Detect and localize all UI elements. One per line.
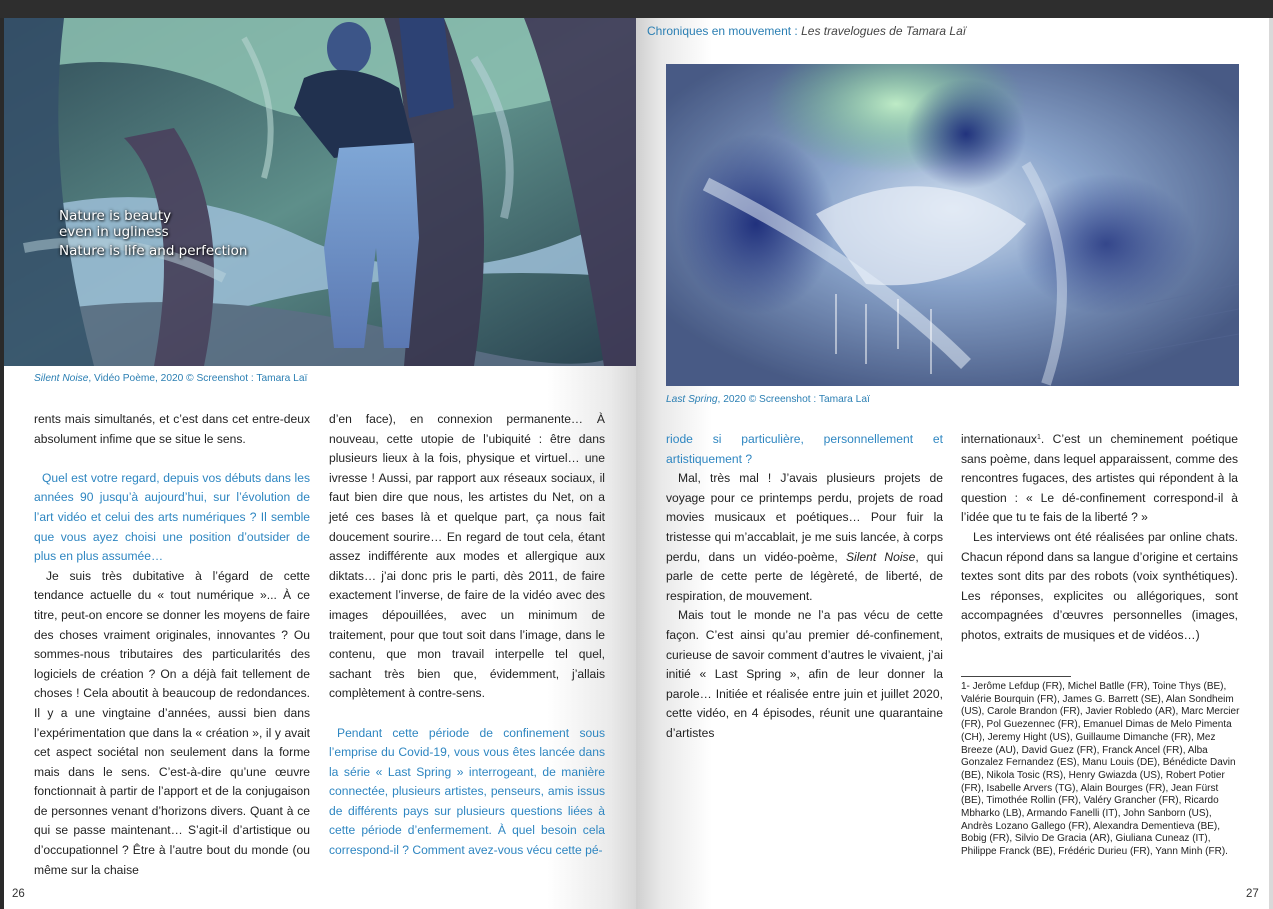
right-column-2	[961, 430, 1238, 646]
paragraph-text: . C’est un cheminement poétique sans poème, dans lequel apparaissent, comme des rencontres fugaces, des artistes qui répondent à la question : « Le dé-confinement correspond-il à l’idée que tu te fais de la liberté ? »	[961, 432, 1238, 525]
question-paragraph: Quel est votre regard, depuis vos débuts dans les années 90 jusqu’à aujourd’hui, sur l’évolution de l’art vidéo et celui des arts numériques ? Il semble que vous ayez choisi une position d’outsider de plus en plus assumée…	[34, 470, 310, 564]
right-page	[636, 18, 1269, 909]
header-sub: Les travelogues de Tamara Laï	[801, 24, 967, 38]
running-header	[647, 24, 966, 38]
caption-credit: , 2020 © Screenshot : Tamara Laï	[717, 394, 870, 405]
caption-credit: , Vidéo Poème, 2020 © Screenshot : Tamara Laï	[88, 373, 308, 384]
silent-noise-photo	[4, 18, 636, 366]
header-main: Chroniques en mouvement	[647, 24, 792, 38]
page-number-right: 27	[1246, 888, 1259, 900]
image-caption	[34, 373, 307, 384]
overlay-line-3: Nature is life and perfection	[59, 243, 248, 259]
last-spring-image	[666, 64, 1239, 386]
caption-title: Silent Noise	[34, 373, 89, 384]
paragraph: Je suis très dubitative à l’égard de cette tendance actuelle du « tout numérique »... À ce titre, peut-on encore se donner les moyens de faire des choses vraiment originales, innovantes ? Ou sommes-nous tributaires des particularités des logiciels de création ? On a déjà fait tellement de choses ! Cela aboutit à beaucoup de redondances. Il y a une vingtaine d’années, aussi bien dans l’expérimentation que dans la « création », il y avait cet aspect sociétal non seulement dans la forme mais dans le sens. C’est-à-dire qu’une œuvre fonctionnait à partir de l’apport et de la conjugaison de personnes venant d’horizons divers. Quant à ce qui se passe maintenant… S’agit-il d’artistique ou d’occupationnel ? Être à l’autre bout du monde (ou même sur la chaise	[34, 568, 310, 877]
viewer-top-bar	[0, 0, 1273, 18]
overlay-line-2: even in ugliness	[59, 224, 169, 240]
left-column-1	[34, 410, 310, 880]
question-paragraph: riode si particulière, personnellement et artistiquement ?	[666, 432, 943, 466]
work-title: Silent Noise	[845, 549, 916, 564]
paragraph-text: , qui parle de cette perte de légèreté, de liberté, de respiration, de mouvement.	[666, 549, 944, 603]
footnote-ref[interactable]: 1	[1036, 434, 1041, 441]
overlay-line-1: Nature is beauty	[59, 208, 172, 224]
question-paragraph: Pendant cette période de confinement sous l’emprise du Covid-19, vous vous êtes lancée dans la série « Last Spring » interrogeant, de manière connectée, plusieurs artistes, penseurs, amis issus de différents pays sur plusieurs questions liées à cette période d’enfermement. À quel besoin cela correspond-il ? Comment avez-vous vécu cette pé-	[329, 725, 605, 858]
page-number-left: 26	[12, 888, 25, 900]
last-spring-photo	[666, 64, 1239, 386]
paragraph-text: Mal, très mal ! J’avais plusieurs projets de voyage pour ce printemps perdu, projets de road movies musicaux et poétiques… Pour fuir la tristesse qui m’accablait, je me suis lancée, à corps perdu, dans un vidéo-poème,	[666, 471, 943, 564]
footnote-divider	[961, 676, 1071, 677]
paragraph: rents mais simultanés, et c’est dans cet entre-deux absolument infime que se situe le sens.	[34, 412, 310, 446]
caption-title: Last Spring	[666, 394, 718, 405]
footnote: 1- Jerôme Lefdup (FR), Michel Batlle (FR), Toine Thys (BE), Valérie Bourquin (FR), James G. Barrett (SE), Alan Sondheim (US), Carole Brandon (FR), Javier Robledo (AR), Marc Mercier (FR), Pol Guezennec (FR), Emanuel Dimas de Melo Pimenta (CH), Jeremy Hight (US), Guillaume Dimanche (FR), Mez Breeze (AU), David Guez (FR), Franck Ancel (FR), Alba Gonzalez Fernandez (ES), Manu Louis (DE), Bénédicte Davin (BE), Nikola Tosic (RS), Henry Gwiazda (US), Robert Potier (FR), Isabelle Arvers (TG), Alain Bourges (FR), Jean Fürst (BE), Timothée Rollin (FR), Valéry Grancher (FR), Ricardo Mbharko (LB), Armando Fanelli (IT), John Sanborn (US), Andrès Lozano Gallego (FR), Alexandra Dementieva (BE), Bobig (FR), Silvio De Gracia (AR), Giuliana Cuneaz (IT), Philippe Franck (BE), Frédéric Durieu (FR), Yann Minh (FR).	[961, 681, 1240, 858]
forest-walker-image	[4, 18, 636, 366]
paragraph: Les interviews ont été réalisées par online chats. Chacun répond dans sa langue d’origine et certains textes sont dits par des robots (voix synthétiques). Les réponses, explicites ou allégoriques, sont accompagnées d’œuvres personnelles (images, photos, extraits de musiques et de vidéos…)	[961, 529, 1238, 642]
left-page	[4, 18, 636, 909]
page-edge	[1269, 18, 1273, 909]
header-separator: :	[791, 24, 802, 38]
left-column-2	[329, 410, 605, 861]
paragraph: Mais tout le monde ne l’a pas vécu de cette façon. C’est ainsi qu’au premier dé-confinement, curieuse de savoir comment d’autres le vivaient, j’ai initié « Last Spring », afin de leur donner la parole… Initiée et réalisée entre juin et juillet 2020, cette vidéo, en 4 épisodes, réunit une quarantaine d’artistes	[666, 608, 943, 740]
paragraph	[961, 430, 1238, 528]
image-caption	[666, 394, 870, 405]
right-column-1	[666, 430, 943, 744]
paragraph-text: internationaux	[961, 432, 1037, 446]
paragraph	[666, 469, 943, 606]
paragraph: d’en face), en connexion permanente… À nouveau, cette utopie de l’ubiquité : être dans plusieurs lieux à la fois, physique et virtuel… une ivresse ! Aussi, par rapport aux réseaux sociaux, il faut bien dire que nous, les artistes du Net, on a jeté ces bases là et quelque part, ça nous fait doucement sourire… En regard de tout cela, étant assez indifférente aux modes et allergique aux diktats… j’ai donc pris le parti, dès 2011, de faire exactement l’inverse, de faire de la vidéo avec des images dépouillées, avec un minimum de traitement, pour que tout soit dans l’image, dans le contenu, que mon travail interpelle tel quel, sachant très bien que, évidemment, j’allais complètement à contre-sens.	[329, 412, 605, 701]
